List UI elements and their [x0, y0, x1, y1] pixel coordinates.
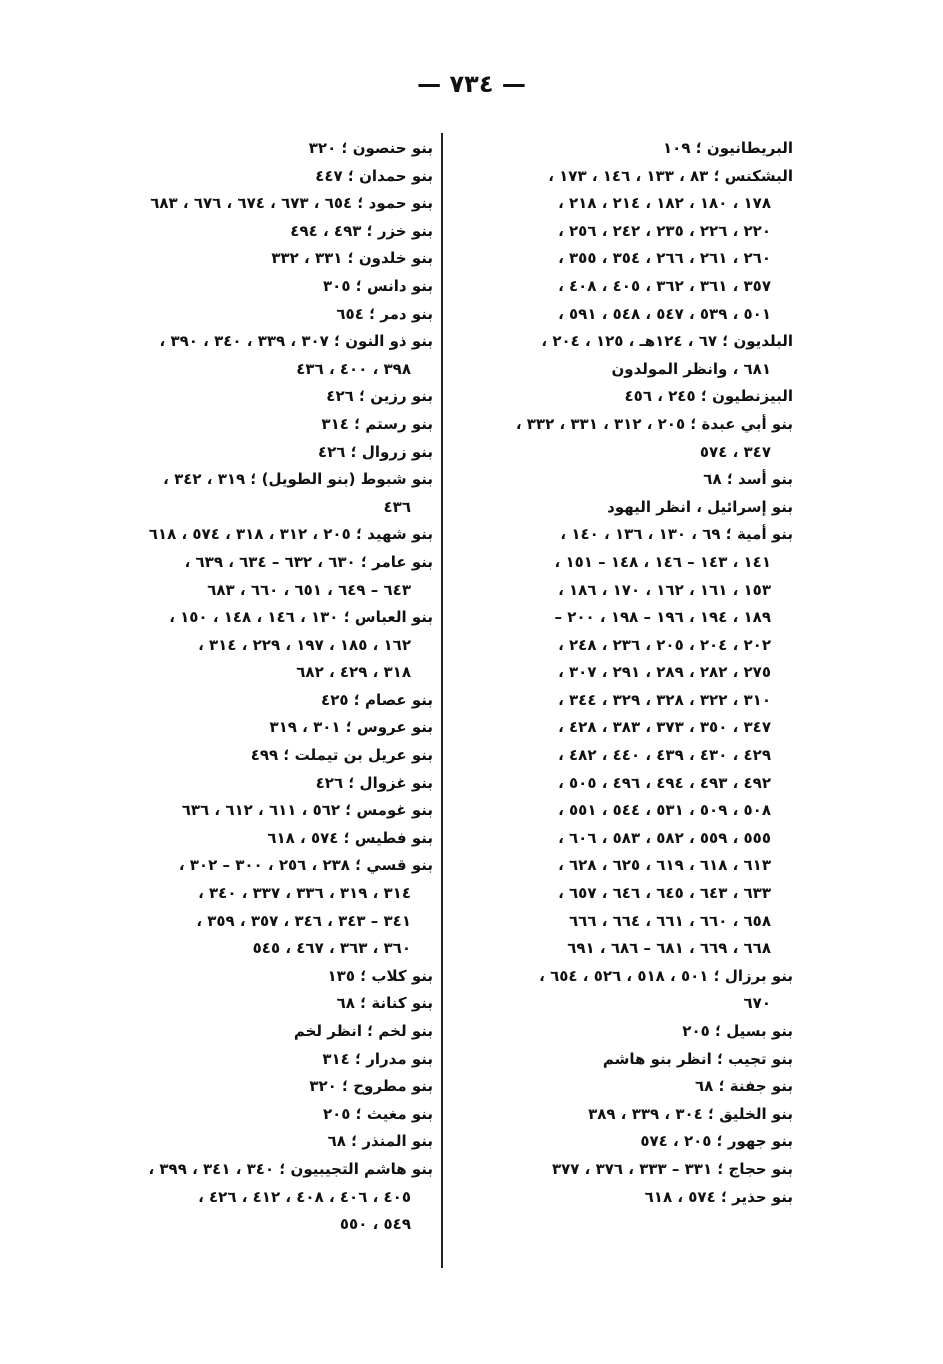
index-entry: بنو أبي عبدة ؛ ٢٠٥ ، ٣١٢ ، ٣٣١ ، ٣٣٢ ،: [515, 414, 793, 433]
index-entry: ٣٤٧ ، ٥٧٤: [699, 442, 771, 461]
index-entry: ٢٦٠ ، ٢٦١ ، ٢٦٦ ، ٣٥٤ ، ٣٥٥ ،: [558, 249, 771, 268]
index-entry: ٢٢٠ ، ٢٢٦ ، ٢٣٥ ، ٢٤٢ ، ٢٥٦ ،: [558, 221, 771, 240]
index-entry: بنو مغيث ؛ ٢٠٥: [322, 1104, 433, 1123]
index-entry: ٥٥٥ ، ٥٥٩ ، ٥٨٢ ، ٥٨٣ ، ٦٠٦ ،: [558, 828, 771, 847]
index-entry: بنو عريل بن تيملت ؛ ٤٩٩: [250, 746, 433, 765]
index-entry: بنو أمية ؛ ٦٩ ، ١٣٠ ، ١٣٦ ، ١٤٠ ،: [560, 525, 793, 544]
index-entry: بنو غزوال ؛ ٤٢٦: [315, 773, 433, 792]
index-entry: بنو مطروح ؛ ٣٢٠: [309, 1077, 433, 1096]
index-entry: بنو غومس ؛ ٥٦٢ ، ٦١١ ، ٦١٢ ، ٦٣٦: [181, 801, 433, 820]
index-entry: ٦٣٣ ، ٦٤٣ ، ٦٤٥ ، ٦٤٦ ، ٦٥٧ ،: [558, 884, 771, 903]
index-entry: البريطانيون ؛ ١٠٩: [663, 139, 793, 157]
index-entry: ١٥٣ ، ١٦١ ، ١٦٢ ، ١٧٠ ، ١٨٦ ،: [558, 580, 771, 599]
index-entry: بنو رستم ؛ ٣١٤: [321, 414, 433, 433]
index-entry: ٣١٤ ، ٣١٩ ، ٣٣٦ ، ٣٣٧ ، ٣٤٠ ،: [198, 884, 411, 903]
index-entry: البلديون ؛ ٦٧ ، ١٢٤هـ ، ١٢٥ ، ٢٠٤ ،: [541, 332, 793, 351]
index-entry: بنو حجاج ؛ ٣٣١ – ٣٣٣ ، ٣٧٦ ، ٣٧٧: [551, 1159, 793, 1178]
index-column-right: [448, 135, 793, 1211]
index-entry: ١٨٩ ، ١٩٤ ، ١٩٦ – ١٩٨ ، ٢٠٠ –: [554, 608, 771, 627]
index-entry: بنو فطيس ؛ ٥٧٤ ، ٦١٨: [267, 828, 433, 847]
index-entry: ٣٩٨ ، ٤٠٠ ، ٤٣٦: [296, 359, 411, 378]
index-entry: ٣٥٧ ، ٣٦١ ، ٣٦٢ ، ٤٠٥ ، ٤٠٨ ،: [558, 276, 771, 295]
index-entry: بنو هاشم التجيبيون ؛ ٣٤٠ ، ٣٤١ ، ٣٩٩ ،: [148, 1159, 433, 1178]
index-entry: ٦٤٣ – ٦٤٩ ، ٦٥١ ، ٦٦٠ ، ٦٨٣: [207, 580, 411, 599]
index-entry: بنو بسيل ؛ ٢٠٥: [682, 1022, 793, 1040]
index-entry: ١٧٨ ، ١٨٠ ، ١٨٢ ، ٢١٤ ، ٢١٨ ،: [558, 194, 771, 213]
index-entry: بنو دانس ؛ ٣٠٥: [323, 276, 433, 295]
index-entry: ١٦٢ ، ١٨٥ ، ١٩٧ ، ٢٢٩ ، ٣١٤ ،: [198, 635, 411, 654]
index-entry: بنو خلدون ؛ ٣٣١ ، ٣٣٢: [271, 249, 433, 268]
index-entry: بنو شهيد ؛ ٢٠٥ ، ٣١٢ ، ٣١٨ ، ٥٧٤ ، ٦١٨: [148, 525, 433, 544]
index-entry: ٢٧٥ ، ٢٨٢ ، ٢٨٩ ، ٢٩١ ، ٣٠٧ ،: [558, 663, 771, 682]
index-entry: بنو حنصون ؛ ٣٢٠: [308, 139, 433, 157]
index-entry: بنو عروس ؛ ٣٠١ ، ٣١٩: [269, 718, 433, 737]
index-entry: ٦١٣ ، ٦١٨ ، ٦١٩ ، ٦٢٥ ، ٦٢٨ ،: [558, 856, 771, 875]
index-entry: بنو حمدان ؛ ٤٤٧: [315, 166, 433, 185]
index-entry: ٦٧٠: [743, 994, 771, 1013]
index-entry: بنو إسرائيل ، انظر اليهود: [607, 497, 793, 516]
index-entry: ٣١٠ ، ٣٢٢ ، ٣٢٨ ، ٣٢٩ ، ٣٤٤ ،: [558, 690, 771, 709]
index-entry: ٤٣٦: [383, 497, 411, 516]
index-entry: بنو زروال ؛ ٤٢٦: [317, 442, 433, 461]
index-entry: بنو كنانة ؛ ٦٨: [336, 994, 433, 1013]
index-entry: بنو دمر ؛ ٦٥٤: [336, 304, 433, 323]
index-entry: بنو عامر ؛ ٦٣٠ ، ٦٣٢ – ٦٣٤ ، ٦٣٩ ،: [184, 552, 433, 571]
index-entry: ٤٠٥ ، ٤٠٦ ، ٤٠٨ ، ٤١٢ ، ٤٢٦ ،: [198, 1187, 411, 1206]
index-entry: بنو جفنة ؛ ٦٨: [695, 1077, 793, 1096]
index-column-left: [103, 135, 433, 1239]
index-entry: بنو المنذر ؛ ٦٨: [327, 1132, 433, 1151]
index-entry: بنو تجيب ؛ انظر بنو هاشم: [602, 1049, 793, 1068]
index-entry: بنو أسد ؛ ٦٨: [703, 470, 793, 489]
index-entry: بنو خزر ؛ ٤٩٣ ، ٤٩٤: [290, 221, 433, 240]
index-entry: البشكنس ؛ ٨٣ ، ١٣٣ ، ١٤٦ ، ١٧٣ ،: [548, 166, 793, 185]
index-entry: ٣٤٧ ، ٣٥٠ ، ٣٧٣ ، ٣٨٣ ، ٤٢٨ ،: [558, 718, 771, 737]
index-entry: بنو رزين ؛ ٤٢٦: [326, 387, 433, 406]
index-entry: بنو ذو النون ؛ ٣٠٧ ، ٣٣٩ ، ٣٤٠ ، ٣٩٠ ،: [159, 332, 433, 351]
index-entry: بنو شبوط (بنو الطويل) ؛ ٣١٩ ، ٣٤٢ ،: [163, 470, 433, 489]
index-entry: بنو العباس ؛ ١٣٠ ، ١٤٦ ، ١٤٨ ، ١٥٠ ،: [169, 608, 433, 627]
index-entry: ٣٤١ – ٣٤٣ ، ٣٤٦ ، ٣٥٧ ، ٣٥٩ ،: [196, 911, 411, 930]
index-entry: ١٤١ ، ١٤٣ – ١٤٦ ، ١٤٨ – ١٥١ ،: [554, 552, 771, 571]
index-entry: بنو حمود ؛ ٦٥٤ ، ٦٧٣ ، ٦٧٤ ، ٦٧٦ ، ٦٨٣: [150, 194, 433, 213]
index-entry: ٢٠٢ ، ٢٠٤ ، ٢٠٥ ، ٢٣٦ ، ٢٤٨ ،: [558, 635, 771, 654]
index-entry: بنو عصام ؛ ٤٢٥: [321, 690, 433, 709]
index-entry: البيزنطيون ؛ ٢٤٥ ، ٤٥٦: [624, 387, 793, 406]
page-number: — ٧٣٤ —: [417, 70, 526, 98]
index-entry: بنو برزال ؛ ٥٠١ ، ٥١٨ ، ٥٢٦ ، ٦٥٤ ،: [539, 966, 793, 985]
index-entry: ٣٦٠ ، ٣٦٣ ، ٤٦٧ ، ٥٤٥: [252, 939, 411, 958]
index-entry: ٥٠١ ، ٥٣٩ ، ٥٤٧ ، ٥٤٨ ، ٥٩١ ،: [558, 304, 771, 323]
index-entry: ٦٦٨ ، ٦٦٩ ، ٦٨١ – ٦٨٦ ، ٦٩١: [567, 939, 771, 958]
index-entry: بنو جهور ؛ ٢٠٥ ، ٥٧٤: [640, 1132, 793, 1151]
index-entry: ٥٠٨ ، ٥٠٩ ، ٥٣١ ، ٥٤٤ ، ٥٥١ ،: [558, 801, 771, 820]
index-entry: بنو حذير ؛ ٥٧٤ ، ٦١٨: [644, 1187, 793, 1206]
column-divider: [441, 133, 443, 1268]
index-entry: بنو لخم ؛ انظر لخم: [293, 1022, 433, 1040]
index-entry: بنو قسي ؛ ٢٣٨ ، ٢٥٦ ، ٣٠٠ – ٣٠٢ ،: [178, 856, 433, 875]
index-entry: ٤٩٢ ، ٤٩٣ ، ٤٩٤ ، ٤٩٦ ، ٥٠٥ ،: [558, 773, 771, 792]
index-entry: ٣١٨ ، ٤٢٩ ، ٦٨٢: [296, 663, 411, 682]
index-entry: بنو الخليق ؛ ٣٠٤ ، ٣٣٩ ، ٣٨٩: [588, 1104, 793, 1123]
index-entry: ٦٨١ ، وانظر المولدون: [611, 359, 771, 378]
index-entry: بنو كلاب ؛ ١٣٥: [327, 966, 433, 985]
index-entry: بنو مدرار ؛ ٣١٤: [322, 1049, 433, 1068]
index-entry: ٥٤٩ ، ٥٥٠: [339, 1215, 411, 1234]
index-entry: ٤٢٩ ، ٤٣٠ ، ٤٣٩ ، ٤٤٠ ، ٤٨٢ ،: [558, 746, 771, 765]
index-entry: ٦٥٨ ، ٦٦٠ ، ٦٦١ ، ٦٦٤ ، ٦٦٦: [569, 911, 771, 930]
